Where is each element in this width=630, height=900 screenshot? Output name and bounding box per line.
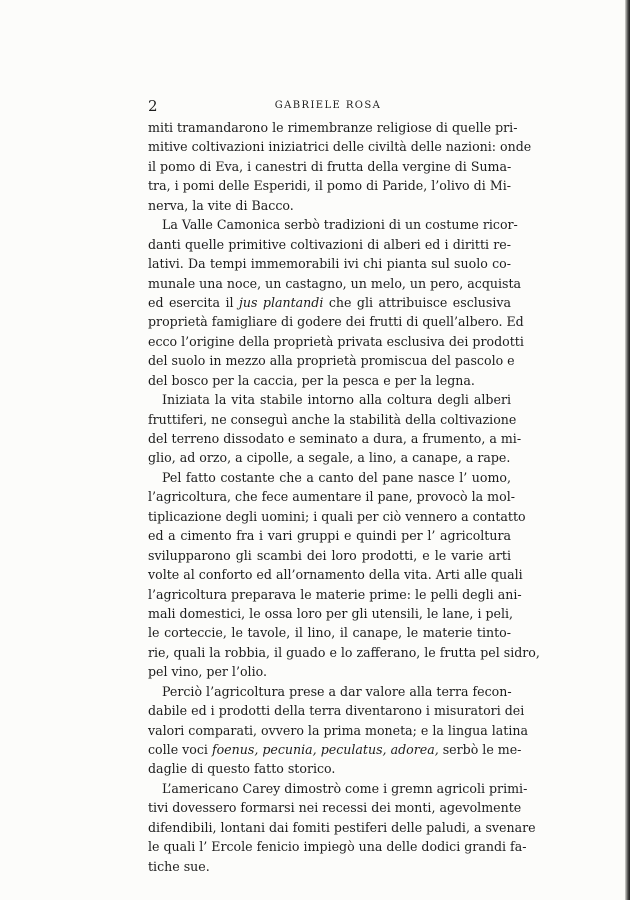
text-line: Iniziata la vita stabile intorno alla coltura degli alberi — [162, 392, 511, 408]
italic-term: adorea, — [390, 742, 439, 757]
text-line: munale una noce, un castagno, un melo, un pero, acquista — [148, 275, 522, 291]
text-line: del suolo in mezzo alla proprietà promiscua del pascolo e — [148, 353, 515, 369]
text-line-with-italic — [148, 740, 522, 759]
italic-term: peculatus, — [320, 742, 387, 757]
page-edge-shadow — [625, 0, 630, 900]
italic-term: foenus, — [211, 742, 259, 757]
paragraph-3 — [148, 390, 522, 468]
text-line: dabile ed i prodotti della terra diventarono i misuratori dei — [148, 703, 525, 719]
text-line: le corteccie, le tavole, il lino, il canape, le materie tinto- — [148, 625, 511, 641]
text-line: tiche sue. — [148, 858, 210, 874]
text-line: daglie di questo fatto storico. — [148, 761, 336, 777]
page-number: 2 — [148, 97, 158, 115]
text-line: tra, i pomi delle Esperidi, il pomo di Paride, l’olivo di Mi- — [148, 178, 511, 194]
paragraph-2 — [148, 215, 524, 390]
text-line: difendibili, lontani dai fomiti pestiferi delle paludi, a svenare — [148, 819, 536, 835]
text-line: volte al conforto ed all’ornamento della vita. Arti alle quali — [148, 567, 523, 583]
paragraph-5 — [148, 682, 529, 779]
text-line: L’americano Carey dimostrò come i gremn agricoli primi- — [162, 780, 528, 796]
text-line: l’agricoltura preparava le materie prime: le pelli degli ani- — [148, 586, 522, 602]
text-line: del bosco per la caccia, per la pesca e per la legna. — [148, 372, 475, 388]
italic-term: jus plantandi — [238, 294, 324, 310]
italic-term: pecunia, — [262, 742, 317, 757]
text-segment: serbò le me- — [438, 742, 522, 757]
text-line: nerva, la vite di Bacco. — [148, 197, 294, 213]
text-line: ed a cimento fra i vari gruppi e quindi per l’ agricoltura — [148, 528, 511, 544]
text-line: mali domestici, le ossa loro per gli utensili, le lane, i peli, — [148, 605, 514, 621]
text-line: le quali l’ Ercole fenicio impiegò una delle dodici grandi fa- — [148, 839, 527, 855]
text-line: il pomo di Eva, i canestri di frutta della vergine di Suma- — [148, 158, 512, 174]
body-text — [148, 118, 540, 876]
text-line: svilupparono gli scambi dei loro prodotti, e le varie arti — [148, 547, 511, 563]
text-line: tiplicazione degli uomini; i quali per ciò vennero a contatto — [148, 508, 526, 524]
paragraph-1 — [148, 118, 532, 215]
text-line: ecco l’origine della proprietà privata esclusiva dei prodotti — [148, 333, 524, 349]
text-line: fruttiferi, ne conseguì anche la stabilità della coltivazione — [148, 411, 517, 427]
running-head: GABRIELE ROSA — [274, 100, 382, 111]
paragraph-4 — [148, 468, 540, 682]
page-header — [148, 98, 508, 114]
text-line-with-italic — [148, 293, 511, 312]
text-line: valori comparati, ovvero la prima moneta; e la lingua latina — [148, 722, 529, 738]
text-line: danti quelle primitive coltivazioni di alberi ed i diritti re- — [148, 236, 511, 252]
text-line: rie, quali la robbia, il guado e lo zafferano, le frutta pel sidro, — [148, 644, 540, 660]
text-line: La Valle Camonica serbò tradizioni di un costume ricor- — [162, 217, 518, 233]
text-line: tivi dovessero formarsi nei recessi dei monti, agevolmente — [148, 800, 522, 816]
text-line: Perciò l’agricoltura prese a dar valore alla terra fecon- — [162, 683, 512, 699]
text-line: lativi. Da tempi immemorabili ivi chi pianta sul suolo co- — [148, 256, 511, 272]
text-line: l’agricoltura, che fece aumentare il pane, provocò la mol- — [148, 489, 515, 505]
text-line: proprietà famigliare di godere dei frutti di quell’albero. Ed — [148, 314, 524, 330]
text-line: Pel fatto costante che a canto del pane nasce l’ uomo, — [162, 469, 511, 485]
text-line: mitive coltivazioni iniziatrici delle civiltà delle nazioni: onde — [148, 139, 532, 155]
paragraph-6 — [148, 779, 536, 876]
text-segment: colle voci — [148, 742, 212, 757]
text-line: miti tramandarono le rimembranze religiose di quelle pri- — [148, 120, 518, 135]
text-line: glio, ad orzo, a cipolle, a segale, a lino, a canape, a rape. — [148, 450, 511, 466]
text-line: pel vino, per l’olio. — [148, 664, 267, 680]
text-line: del terreno dissodato e seminato a dura, a frumento, a mi- — [148, 431, 522, 446]
text-segment: ed esercita il — [148, 294, 239, 310]
text-segment: che gli attribuisce esclusiva — [323, 294, 511, 310]
